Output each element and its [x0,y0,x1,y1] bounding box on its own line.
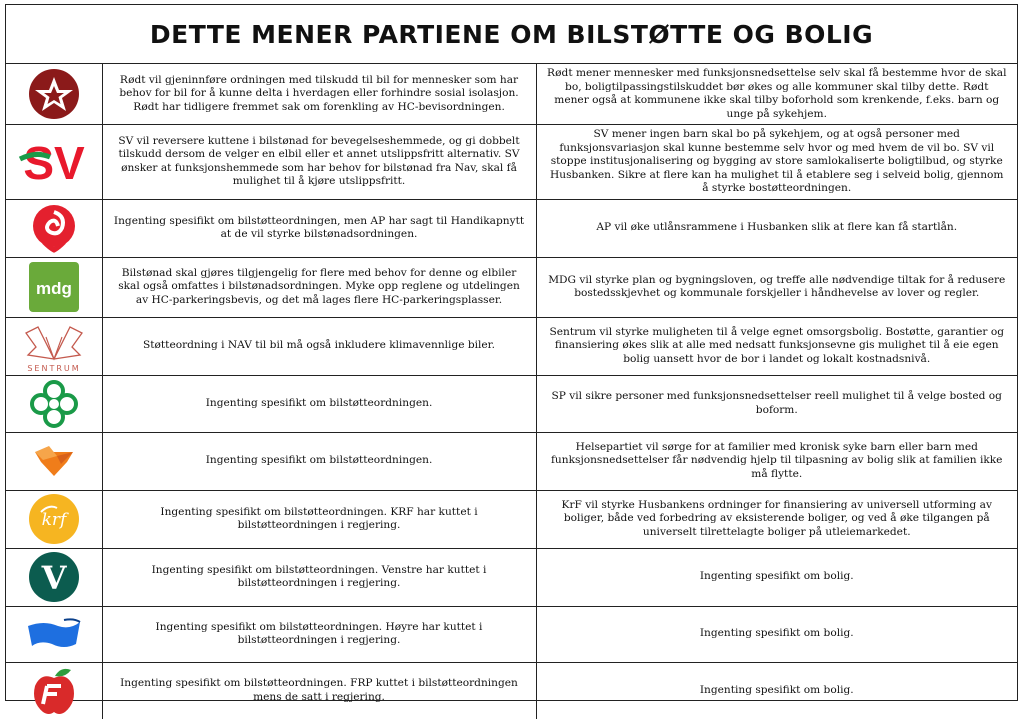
car-support-cell: Ingenting spesifikt om bilstøtteordningen. Høyre har kuttet i bilstøtteordningen i regjering. [102,606,536,662]
table-row [6,606,1017,662]
table-row [6,490,1017,548]
party-logo-cell [6,317,102,375]
party-logo-cell [6,257,102,317]
car-support-cell: Ingenting spesifikt om bilstøtteordningen. Venstre har kuttet i bilstøtteordningen i regjering. [102,548,536,606]
sp-clover-icon [27,377,81,431]
housing-cell: Sentrum vil styrke muligheten til å velge egnet omsorgsbolig. Bostøtte, garantier og finansiering økes slik at alle med nedsatt funksjonsevne gis mulighet til å eie egen bolig uansett hvor de bor i landet og lokalt kostnadsnivå. [536,317,1017,375]
table-row [6,548,1017,606]
sentrum-butterfly-icon [16,319,92,373]
car-support-cell: Ingenting spesifikt om bilstøtteordningen, men AP har sagt til Handikapnytt at de vil styrke bilstønadsordningen. [102,199,536,257]
car-support-cell: Ingenting spesifikt om bilstøtteordningen. [102,432,536,490]
car-support-cell: SV vil reversere kuttene i bilstønad for bevegelseshemmede, og gi dobbelt tilskudd dersom de velger en elbil eller et annet utslippsfritt alternativ. SV ønsker at funksjonshemmede som har behov for bilstønad fra Nav, skal få mulighet til å kjøre utslippsfritt. [102,125,536,200]
party-logo-cell [6,432,102,490]
table-row [6,317,1017,375]
ap-rose-icon [28,202,80,254]
table-row [6,199,1017,257]
table-row [6,257,1017,317]
svg-text:mdg: mdg [35,279,72,298]
svg-text:SV: SV [23,136,85,187]
svg-text:SENTRUM: SENTRUM [27,364,81,373]
housing-cell: AP vil øke utlånsrammene i Husbanken slik at flere kan få startlån. [536,199,1017,257]
car-support-cell: Ingenting spesifikt om bilstøtteordningen. KRF har kuttet i bilstøtteordningen i regjering. [102,490,536,548]
car-support-cell: Ingenting spesifikt om bilstøtteordningen. FRP kuttet i bilstøtteordningen mens de satt i regjering. [102,662,536,719]
housing-cell: MDG vil styrke plan og bygningsloven, og treffe alle nødvendige tiltak for å redusere bostedsskjevhet og kommunale forskjeller i håndhevelse av lover og regler. [536,257,1017,317]
housing-cell: Ingenting spesifikt om bolig. [536,662,1017,719]
party-comparison-sheet [5,4,1018,701]
svg-text:V: V [41,559,67,597]
rodt-star-icon [28,68,80,120]
housing-cell: Helsepartiet vil sørge for at familier med kronisk syke barn eller barn med funksjonsnedsettelser får nødvendig hjelp til tilpasning av bolig slik at familien ikke må flytte. [536,432,1017,490]
party-logo-cell [6,606,102,662]
housing-cell: SV mener ingen barn skal bo på sykehjem, og at også personer med funksjonsvariasjon skal kunne bestemme selv hvor og med hvem de vil bo. SV vil stoppe institusjonalisering og bygging av store samlokaliserte boligtilbud, og styrke Husbanken. Sikre at flere kan ha mulighet til å etablere seg i selveid bolig, gjennom å styrke bostøtteordningen. [536,125,1017,200]
housing-cell: Rødt mener mennesker med funksjonsnedsettelse selv skal få bestemme hvor de skal bo, boligtilpassingstilskuddet bør økes og alle kommuner skal tilby dette. Rødt mener også at kommunene ikke skal tilby boforhold som krenkende, f.eks. barn og unge på sykehjem. [536,64,1017,125]
car-support-cell: Rødt vil gjeninnføre ordningen med tilskudd til bil for mennesker som har behov for bil for å kunne delta i hverdagen eller forhindre sosial isolasjon. Rødt har tidligere fremmet sak om forenkling av HC-bevisordningen. [102,64,536,125]
krf-logo-icon [27,492,81,546]
helsepartiet-icon [31,438,77,484]
hoyre-flag-icon [24,614,84,654]
table-row [6,662,1017,719]
party-logo-cell [6,125,102,200]
venstre-logo-icon [28,551,80,603]
car-support-cell: Bilstønad skal gjøres tilgjengelig for flere med behov for denne og elbiler skal også omfattes i bilstønadsordningen. Myke opp reglene og utdelingen av HC-parkeringsbevis, og det må lages flere HC-parkeringsplasser. [102,257,536,317]
table-row [6,375,1017,432]
table-row [6,125,1017,200]
housing-cell: SP vil sikre personer med funksjonsnedsettelser reell mulighet til å velge bosted og boform. [536,375,1017,432]
housing-cell: KrF vil styrke Husbankens ordninger for finansiering av universell utforming av boliger, både ved forbedring av eksisterende boliger, og ved å øke tilgangen på universelt tilrettelagte boliger på utleiemarkedet. [536,490,1017,548]
svg-text:krf: krf [41,510,67,530]
page-title: DETTE MENER PARTIENE OM BILSTØTTE OG BOLIG [6,5,1017,64]
car-support-cell: Ingenting spesifikt om bilstøtteordningen. [102,375,536,432]
table-row [6,64,1017,125]
party-logo-cell [6,375,102,432]
housing-cell: Ingenting spesifikt om bolig. [536,548,1017,606]
party-logo-cell [6,64,102,125]
party-logo-cell [6,199,102,257]
sv-logo-icon [16,137,92,187]
party-table [6,64,1017,719]
car-support-cell: Støtteordning i NAV til bil må også inkludere klimavennlige biler. [102,317,536,375]
party-logo-cell [6,490,102,548]
mdg-logo-icon [27,260,81,314]
frp-apple-icon [27,664,81,718]
table-row [6,432,1017,490]
party-logo-cell [6,662,102,719]
housing-cell: Ingenting spesifikt om bolig. [536,606,1017,662]
party-logo-cell [6,548,102,606]
